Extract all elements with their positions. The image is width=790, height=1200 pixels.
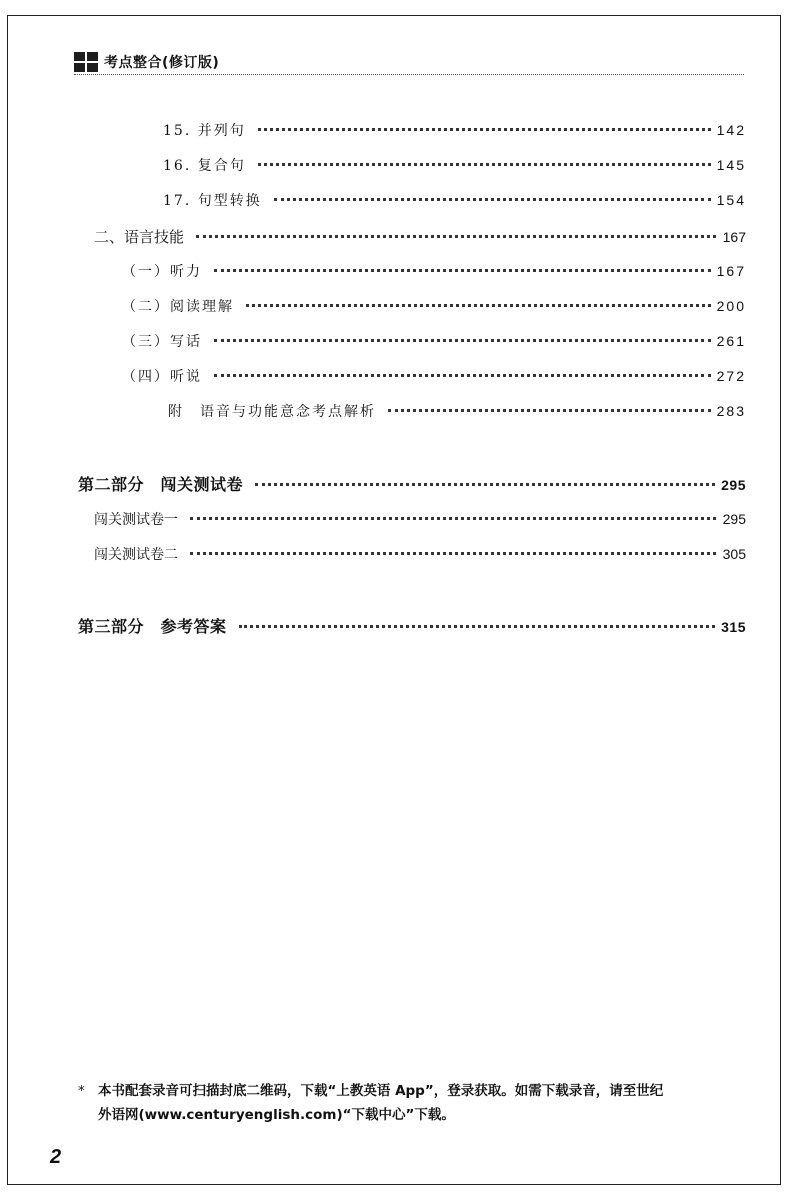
toc-part-label: 第二部分 闯关测试卷 xyxy=(78,475,244,494)
toc-entry-label: 二、语言技能 xyxy=(94,228,185,246)
toc-entry-page: 283 xyxy=(716,403,746,419)
toc-part-entry[interactable] xyxy=(78,472,746,495)
toc-leader-dots xyxy=(190,517,716,520)
toc-entry[interactable] xyxy=(163,155,746,175)
toc-leader-dots xyxy=(196,235,716,238)
toc-leader-dots xyxy=(190,552,716,555)
toc-leader-dots xyxy=(214,269,711,272)
toc-leader-dots xyxy=(239,625,716,628)
toc-entry-label: 闯关测试卷一 xyxy=(94,512,178,528)
footnote-line-2: 外语网(www.centuryenglish.com)“下载中心”下载。 xyxy=(98,1107,455,1123)
toc-leader-dots xyxy=(258,163,711,166)
toc-entry-page: 145 xyxy=(716,157,746,173)
toc-entry-page: 154 xyxy=(716,192,746,208)
toc-entry-label: 15. 并列句 xyxy=(163,123,246,139)
toc-entry[interactable] xyxy=(94,544,746,564)
toc-entry-page: 295 xyxy=(722,511,746,527)
toc-entry[interactable] xyxy=(163,190,746,210)
toc-leader-dots xyxy=(214,339,711,342)
toc-entry-label: 17. 句型转换 xyxy=(163,193,262,209)
toc-leader-dots xyxy=(388,409,711,412)
toc-entry-page: 167 xyxy=(716,263,746,279)
toc-entry[interactable] xyxy=(94,226,746,247)
toc-entry[interactable] xyxy=(122,331,746,351)
toc-entry[interactable] xyxy=(94,509,746,529)
toc-entry-label: （一）听力 xyxy=(122,264,202,280)
toc-entry[interactable] xyxy=(168,401,746,421)
toc-part-label: 第三部分 参考答案 xyxy=(78,617,227,636)
toc-entry[interactable] xyxy=(122,261,746,281)
header-dotted-rule xyxy=(74,74,744,75)
footnote xyxy=(78,1079,748,1127)
toc-entry[interactable] xyxy=(163,120,746,140)
toc-leader-dots xyxy=(255,483,715,486)
toc-leader-dots xyxy=(214,374,711,377)
toc-entry-label: （三）写话 xyxy=(122,334,202,350)
footnote-marker: * xyxy=(78,1083,85,1099)
running-header xyxy=(74,52,219,72)
page-number: 2 xyxy=(50,1146,62,1168)
toc-entry-page: 272 xyxy=(716,368,746,384)
toc-entry-label: 闯关测试卷二 xyxy=(94,547,178,563)
toc-entry-page: 315 xyxy=(721,619,746,635)
toc-entry-page: 200 xyxy=(716,298,746,314)
toc-entry[interactable] xyxy=(122,366,746,386)
toc-entry-label: （四）听说 xyxy=(122,369,202,385)
toc-part-entry[interactable] xyxy=(78,614,746,637)
header-title: 考点整合(修订版) xyxy=(104,55,220,71)
header-logo-icon xyxy=(74,52,98,72)
toc-leader-dots xyxy=(274,198,711,201)
toc-entry-label: 16. 复合句 xyxy=(163,158,246,174)
toc-entry[interactable] xyxy=(122,296,746,316)
toc-entry-page: 261 xyxy=(716,333,746,349)
toc-entry-page: 305 xyxy=(722,546,746,562)
toc-entry-page: 142 xyxy=(716,122,746,138)
toc-entry-label: 附 语音与功能意念考点解析 xyxy=(168,404,376,420)
toc-entry-page: 295 xyxy=(721,477,746,493)
toc-entry-label: （二）阅读理解 xyxy=(122,299,234,315)
toc-leader-dots xyxy=(246,304,711,307)
toc-entry-page: 167 xyxy=(722,229,746,245)
footnote-line-1: 本书配套录音可扫描封底二维码，下载“上教英语 App”，登录获取。如需下载录音，请至世纪 xyxy=(98,1083,664,1099)
toc-leader-dots xyxy=(258,128,711,131)
